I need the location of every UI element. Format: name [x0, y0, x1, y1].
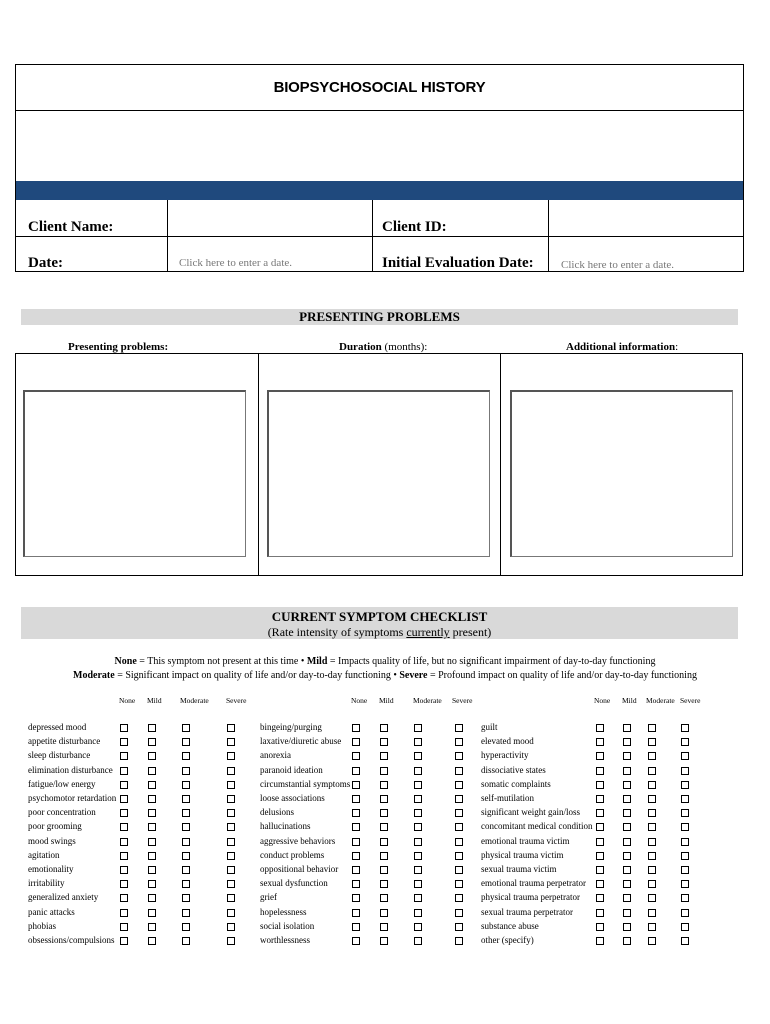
symptom-label: somatic complaints — [481, 778, 551, 789]
checkbox-moderate[interactable] — [414, 781, 422, 789]
checkbox-mild[interactable] — [623, 937, 631, 945]
intensity-header-none: None — [594, 696, 611, 705]
checkbox-mild[interactable] — [623, 909, 631, 917]
checkbox-none[interactable] — [352, 795, 360, 803]
checkbox-mild[interactable] — [623, 894, 631, 902]
checkbox-none[interactable] — [120, 738, 128, 746]
checkbox-mild[interactable] — [623, 923, 631, 931]
intensity-header-mild: Mild — [379, 696, 394, 705]
checkbox-severe[interactable] — [681, 809, 689, 817]
checkbox-moderate[interactable] — [182, 752, 190, 760]
symptom-label: sleep disturbance — [28, 750, 91, 761]
checkbox-none[interactable] — [596, 795, 604, 803]
checkbox-mild[interactable] — [623, 866, 631, 874]
checkbox-severe[interactable] — [455, 781, 463, 789]
checkbox-mild[interactable] — [623, 781, 631, 789]
symptom-label: laxative/diuretic abuse — [260, 736, 342, 747]
checkbox-mild[interactable] — [380, 838, 388, 846]
checkbox-moderate[interactable] — [414, 823, 422, 831]
checkbox-severe[interactable] — [681, 937, 689, 945]
symptom-label: poor grooming — [28, 821, 82, 832]
checkbox-mild[interactable] — [148, 738, 156, 746]
symptom-label: circumstantial symptoms — [260, 778, 351, 789]
checklist-subheading: (Rate intensity of symptoms currently present) — [267, 625, 492, 639]
checkbox-mild[interactable] — [148, 724, 156, 732]
checkbox-moderate[interactable] — [648, 781, 656, 789]
intensity-header-severe: Severe — [452, 696, 473, 705]
checkbox-severe[interactable] — [227, 767, 235, 775]
symptom-label: conduct problems — [260, 849, 325, 860]
checkbox-severe[interactable] — [227, 738, 235, 746]
checkbox-none[interactable] — [352, 894, 360, 902]
presenting-col-label: Presenting problems: — [68, 341, 169, 353]
symptom-label: guilt — [481, 722, 498, 732]
symptom-label: poor concentration — [28, 807, 96, 818]
checkbox-severe[interactable] — [227, 752, 235, 760]
checkbox-moderate[interactable] — [648, 894, 656, 902]
checkbox-none[interactable] — [596, 823, 604, 831]
checkbox-severe[interactable] — [455, 937, 463, 945]
checkbox-mild[interactable] — [380, 894, 388, 902]
symptom-label: significant weight gain/loss — [481, 807, 580, 818]
symptom-label: elevated mood — [481, 736, 534, 747]
checkbox-none[interactable] — [352, 838, 360, 846]
symptom-label: concomitant medical condition — [481, 821, 593, 832]
checkbox-severe[interactable] — [455, 838, 463, 846]
checkbox-severe[interactable] — [455, 823, 463, 831]
checkbox-moderate[interactable] — [414, 937, 422, 945]
checkbox-none[interactable] — [352, 923, 360, 931]
checkbox-severe[interactable] — [681, 923, 689, 931]
col-divider — [258, 354, 259, 575]
date-field[interactable]: Click here to enter a date. — [179, 257, 293, 269]
checkbox-mild[interactable] — [380, 909, 388, 917]
checkbox-none[interactable] — [596, 809, 604, 817]
intensity-header-none: None — [119, 696, 136, 705]
checkbox-mild[interactable] — [380, 795, 388, 803]
intensity-header-moderate: Moderate — [180, 696, 209, 705]
checkbox-moderate[interactable] — [182, 767, 190, 775]
checkbox-mild[interactable] — [148, 880, 156, 888]
checkbox-none[interactable] — [596, 937, 604, 945]
checkbox-mild[interactable] — [623, 852, 631, 860]
additional-info-textbox[interactable] — [510, 390, 733, 557]
checkbox-mild[interactable] — [148, 838, 156, 846]
intensity-header-moderate: Moderate — [413, 696, 442, 705]
checkbox-none[interactable] — [596, 724, 604, 732]
checkbox-moderate[interactable] — [182, 838, 190, 846]
checkbox-moderate[interactable] — [182, 937, 190, 945]
symptom-label: elimination disturbance — [28, 764, 113, 775]
checkbox-severe[interactable] — [681, 866, 689, 874]
checkbox-none[interactable] — [352, 781, 360, 789]
symptom-label: self-mutilation — [481, 793, 534, 803]
checkbox-moderate[interactable] — [414, 738, 422, 746]
checkbox-severe[interactable] — [681, 767, 689, 775]
client-id-field[interactable] — [549, 201, 743, 236]
checkbox-severe[interactable] — [681, 838, 689, 846]
intensity-header-severe: Severe — [680, 696, 701, 705]
checkbox-none[interactable] — [120, 923, 128, 931]
checkbox-severe[interactable] — [455, 767, 463, 775]
checkbox-none[interactable] — [120, 937, 128, 945]
checkbox-severe[interactable] — [681, 724, 689, 732]
header-box — [15, 64, 744, 272]
checkbox-none[interactable] — [596, 852, 604, 860]
checkbox-none[interactable] — [120, 752, 128, 760]
checkbox-severe[interactable] — [681, 738, 689, 746]
checkbox-mild[interactable] — [623, 795, 631, 803]
intensity-header-mild: Mild — [622, 696, 637, 705]
checkbox-mild[interactable] — [148, 923, 156, 931]
checkbox-mild[interactable] — [148, 823, 156, 831]
checkbox-moderate[interactable] — [182, 823, 190, 831]
symptom-label: other (specify) — [481, 935, 534, 945]
checkbox-severe[interactable] — [455, 880, 463, 888]
symptom-label: emotional trauma perpetrator — [481, 878, 586, 889]
checkbox-severe[interactable] — [681, 894, 689, 902]
initial-eval-date-field[interactable]: Click here to enter a date. — [561, 259, 675, 271]
checkbox-none[interactable] — [352, 909, 360, 917]
checkbox-severe[interactable] — [455, 909, 463, 917]
symptom-label: agitation — [28, 849, 60, 860]
symptom-label: social isolation — [260, 920, 315, 931]
checkbox-severe[interactable] — [681, 823, 689, 831]
duration-textbox[interactable] — [267, 390, 490, 557]
checkbox-mild[interactable] — [623, 880, 631, 888]
presenting-problems-textbox[interactable] — [23, 390, 246, 557]
client-name-label: Client Name: — [28, 219, 114, 235]
checkbox-severe[interactable] — [227, 894, 235, 902]
checkbox-severe[interactable] — [455, 923, 463, 931]
checkbox-none[interactable] — [120, 823, 128, 831]
symptom-label: psychomotor retardation — [28, 793, 117, 803]
intensity-header-none: None — [351, 696, 368, 705]
symptom-label: oppositional behavior — [260, 864, 339, 874]
symptom-label: hopelessness — [260, 906, 307, 917]
symptom-label: irritability — [28, 878, 65, 889]
symptom-label: bingeing/purging — [260, 722, 322, 732]
symptom-label: emotional trauma victim — [481, 835, 570, 846]
checkbox-severe[interactable] — [227, 781, 235, 789]
checkbox-mild[interactable] — [380, 880, 388, 888]
checkbox-severe[interactable] — [455, 752, 463, 760]
symptom-label: obsessions/compulsions — [28, 935, 115, 945]
checkbox-moderate[interactable] — [414, 838, 422, 846]
checklist-heading: CURRENT SYMPTOM CHECKLIST — [271, 609, 488, 624]
checkbox-moderate[interactable] — [648, 852, 656, 860]
symptom-label: emotionality — [28, 864, 74, 874]
symptom-label: appetite disturbance — [28, 736, 101, 747]
checkbox-mild[interactable] — [380, 724, 388, 732]
checkbox-moderate[interactable] — [648, 752, 656, 760]
checkbox-mild[interactable] — [623, 809, 631, 817]
checkbox-none[interactable] — [352, 809, 360, 817]
intensity-header-mild: Mild — [147, 696, 162, 705]
checkbox-none[interactable] — [596, 923, 604, 931]
checkbox-severe[interactable] — [455, 738, 463, 746]
checkbox-moderate[interactable] — [182, 724, 190, 732]
symptom-label: loose associations — [260, 793, 325, 803]
checkbox-none[interactable] — [120, 852, 128, 860]
checkbox-none[interactable] — [120, 767, 128, 775]
checkbox-none[interactable] — [352, 852, 360, 860]
date-label: Date: — [28, 255, 63, 271]
checkbox-severe[interactable] — [681, 880, 689, 888]
legend-line-2: Moderate = Significant impact on quality of life and/or day-to-day functioning • Severe = Profound impact on quality of life and/or day-to-day functioning — [73, 670, 697, 681]
checkbox-mild[interactable] — [148, 809, 156, 817]
checkbox-moderate[interactable] — [648, 738, 656, 746]
checkbox-mild[interactable] — [380, 767, 388, 775]
checkbox-mild[interactable] — [148, 894, 156, 902]
checkbox-severe[interactable] — [681, 781, 689, 789]
checkbox-mild[interactable] — [148, 781, 156, 789]
checkbox-moderate[interactable] — [648, 923, 656, 931]
checkbox-severe[interactable] — [455, 866, 463, 874]
duration-col-label: Duration (months): — [339, 341, 428, 353]
checkbox-severe[interactable] — [227, 838, 235, 846]
checkbox-none[interactable] — [352, 937, 360, 945]
checkbox-moderate[interactable] — [648, 838, 656, 846]
checkbox-moderate[interactable] — [648, 767, 656, 775]
checkbox-none[interactable] — [120, 795, 128, 803]
checkbox-none[interactable] — [596, 894, 604, 902]
checkbox-severe[interactable] — [455, 852, 463, 860]
checkbox-moderate[interactable] — [182, 809, 190, 817]
checkbox-severe[interactable] — [455, 894, 463, 902]
checkbox-severe[interactable] — [227, 724, 235, 732]
symptom-label: phobias — [28, 920, 56, 931]
checkbox-moderate[interactable] — [414, 752, 422, 760]
symptom-label: mood swings — [28, 835, 76, 846]
checkbox-moderate[interactable] — [182, 894, 190, 902]
intensity-header-severe: Severe — [226, 696, 247, 705]
checkbox-none[interactable] — [120, 724, 128, 732]
checkbox-mild[interactable] — [148, 866, 156, 874]
checkbox-none[interactable] — [596, 781, 604, 789]
symptom-label: aggressive behaviors — [260, 835, 336, 846]
intensity-header-moderate: Moderate — [646, 696, 675, 705]
checkbox-none[interactable] — [120, 894, 128, 902]
additional-info-col-label: Additional information: — [566, 341, 679, 353]
symptom-label: grief — [260, 892, 277, 903]
checkbox-moderate[interactable] — [648, 937, 656, 945]
checkbox-mild[interactable] — [148, 937, 156, 945]
checkbox-moderate[interactable] — [648, 809, 656, 817]
checkbox-severe[interactable] — [681, 752, 689, 760]
symptom-label: panic attacks — [28, 906, 75, 917]
symptom-label: worthlessness — [260, 935, 310, 945]
checkbox-none[interactable] — [120, 909, 128, 917]
form-title: BIOPSYCHOSOCIAL HISTORY — [16, 65, 743, 111]
symptom-label: hallucinations — [260, 821, 311, 832]
checkbox-none[interactable] — [596, 880, 604, 888]
checkbox-severe[interactable] — [227, 937, 235, 945]
checkbox-severe[interactable] — [681, 909, 689, 917]
checkbox-moderate[interactable] — [414, 795, 422, 803]
checkbox-mild[interactable] — [380, 752, 388, 760]
checkbox-severe[interactable] — [227, 823, 235, 831]
checkbox-moderate[interactable] — [414, 724, 422, 732]
checkbox-moderate[interactable] — [182, 852, 190, 860]
symptom-label: hyperactivity — [481, 750, 529, 761]
checkbox-none[interactable] — [120, 838, 128, 846]
checkbox-none[interactable] — [120, 880, 128, 888]
checkbox-moderate[interactable] — [648, 795, 656, 803]
checkbox-none[interactable] — [596, 738, 604, 746]
checkbox-none[interactable] — [596, 767, 604, 775]
initial-eval-label: Initial Evaluation Date: — [382, 255, 534, 271]
checkbox-severe[interactable] — [681, 852, 689, 860]
checkbox-mild[interactable] — [380, 937, 388, 945]
checkbox-mild[interactable] — [623, 724, 631, 732]
symptom-label: fatigue/low energy — [28, 778, 96, 789]
checkbox-mild[interactable] — [380, 809, 388, 817]
checkbox-moderate[interactable] — [414, 767, 422, 775]
row-divider — [16, 236, 743, 237]
checkbox-none[interactable] — [352, 880, 360, 888]
symptom-label: paranoid ideation — [260, 764, 323, 775]
checkbox-moderate[interactable] — [414, 866, 422, 874]
checkbox-none[interactable] — [120, 866, 128, 874]
symptom-label: anorexia — [260, 750, 291, 761]
checkbox-none[interactable] — [352, 866, 360, 874]
checkbox-moderate[interactable] — [648, 880, 656, 888]
checkbox-mild[interactable] — [380, 781, 388, 789]
checkbox-moderate[interactable] — [182, 923, 190, 931]
checkbox-moderate[interactable] — [648, 724, 656, 732]
checkbox-none[interactable] — [352, 738, 360, 746]
checkbox-mild[interactable] — [148, 909, 156, 917]
checkbox-none[interactable] — [120, 781, 128, 789]
checkbox-severe[interactable] — [227, 809, 235, 817]
checkbox-moderate[interactable] — [414, 909, 422, 917]
symptom-label: sexual trauma victim — [481, 864, 557, 874]
checkbox-mild[interactable] — [148, 852, 156, 860]
checkbox-none[interactable] — [596, 909, 604, 917]
col-divider — [500, 354, 501, 575]
checkbox-moderate[interactable] — [414, 880, 422, 888]
checkbox-severe[interactable] — [227, 795, 235, 803]
checklist-heading-bar — [21, 607, 738, 639]
presenting-heading: PRESENTING PROBLEMS — [21, 309, 738, 325]
checkbox-moderate[interactable] — [414, 809, 422, 817]
checkbox-mild[interactable] — [380, 866, 388, 874]
checkbox-none[interactable] — [352, 724, 360, 732]
checkbox-moderate[interactable] — [182, 795, 190, 803]
presenting-problems-table — [15, 353, 743, 576]
checkbox-mild[interactable] — [380, 923, 388, 931]
symptom-label: physical trauma perpetrator — [481, 892, 580, 903]
symptom-label: substance abuse — [481, 920, 539, 931]
symptom-label: generalized anxiety — [28, 892, 99, 903]
checkbox-severe[interactable] — [227, 866, 235, 874]
checkbox-moderate[interactable] — [414, 923, 422, 931]
checkbox-moderate[interactable] — [182, 866, 190, 874]
symptom-label: sexual trauma perpetrator — [481, 906, 573, 917]
symptom-label: delusions — [260, 807, 295, 818]
checkbox-moderate[interactable] — [648, 823, 656, 831]
checkbox-mild[interactable] — [623, 767, 631, 775]
checkbox-mild[interactable] — [380, 738, 388, 746]
checkbox-severe[interactable] — [227, 923, 235, 931]
checkbox-severe[interactable] — [455, 809, 463, 817]
checkbox-mild[interactable] — [623, 838, 631, 846]
checkbox-none[interactable] — [596, 866, 604, 874]
checkbox-moderate[interactable] — [648, 866, 656, 874]
checkbox-moderate[interactable] — [648, 909, 656, 917]
client-name-field[interactable] — [168, 201, 372, 236]
col-divider — [372, 200, 373, 272]
symptom-label: sexual dysfunction — [260, 878, 328, 889]
checkbox-severe[interactable] — [227, 880, 235, 888]
checkbox-mild[interactable] — [148, 767, 156, 775]
symptom-label: dissociative states — [481, 764, 546, 775]
checkbox-none[interactable] — [120, 809, 128, 817]
checkbox-mild[interactable] — [380, 852, 388, 860]
checkbox-mild[interactable] — [380, 823, 388, 831]
checkbox-none[interactable] — [596, 752, 604, 760]
checkbox-severe[interactable] — [681, 795, 689, 803]
checkbox-severe[interactable] — [227, 852, 235, 860]
checkbox-none[interactable] — [352, 823, 360, 831]
checkbox-severe[interactable] — [227, 909, 235, 917]
checkbox-moderate[interactable] — [182, 781, 190, 789]
checkbox-moderate[interactable] — [414, 894, 422, 902]
legend-line-1: None = This symptom not present at this time • Mild = Impacts quality of life, but no significant impairment of day-to-day functioning — [114, 656, 656, 667]
checkbox-mild[interactable] — [623, 823, 631, 831]
symptom-label: physical trauma victim — [481, 849, 564, 860]
symptom-label: depressed mood — [28, 722, 87, 732]
checkbox-severe[interactable] — [455, 795, 463, 803]
checkbox-none[interactable] — [596, 838, 604, 846]
checkbox-mild[interactable] — [623, 738, 631, 746]
checkbox-mild[interactable] — [623, 752, 631, 760]
checkbox-moderate[interactable] — [182, 909, 190, 917]
checkbox-moderate[interactable] — [182, 880, 190, 888]
checkbox-severe[interactable] — [455, 724, 463, 732]
checkbox-moderate[interactable] — [414, 852, 422, 860]
checkbox-moderate[interactable] — [182, 738, 190, 746]
checkbox-none[interactable] — [352, 752, 360, 760]
checkbox-mild[interactable] — [148, 752, 156, 760]
header-band — [16, 181, 743, 200]
client-id-label: Client ID: — [382, 219, 447, 235]
checkbox-none[interactable] — [352, 767, 360, 775]
checkbox-mild[interactable] — [148, 795, 156, 803]
